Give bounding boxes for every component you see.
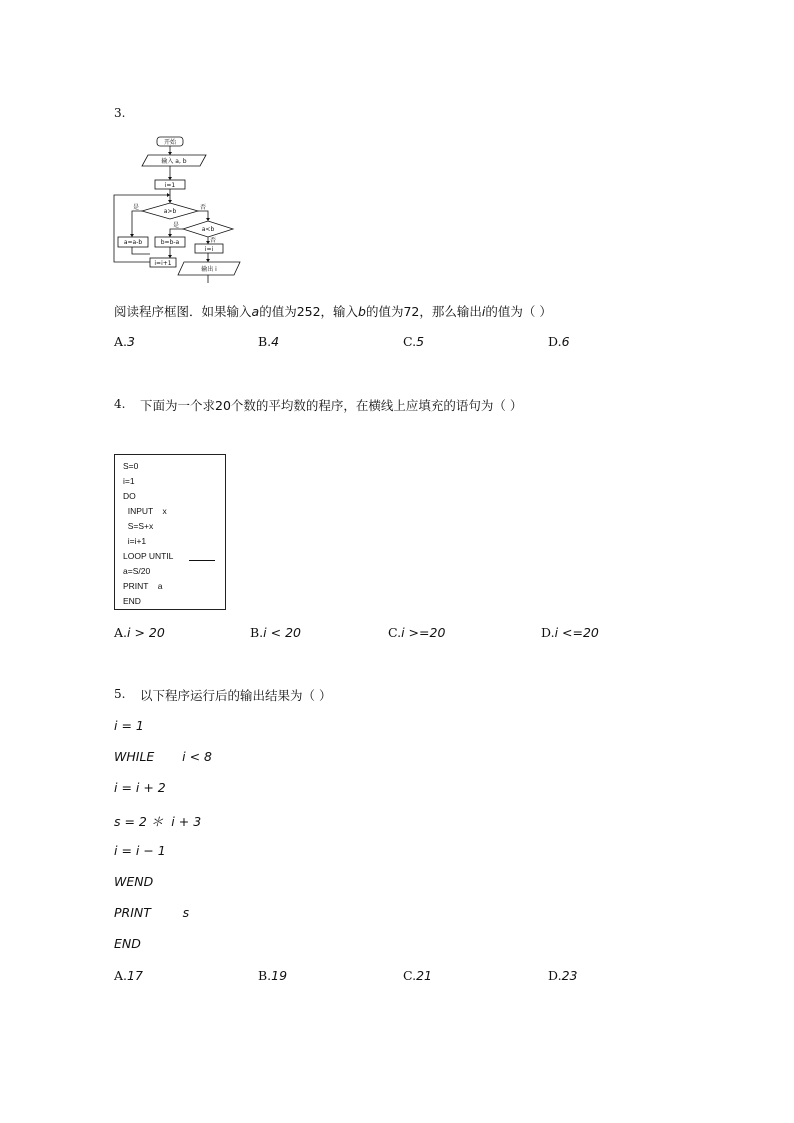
code-line: S=S+x [123,521,154,531]
q5-code-line: i = 1 [114,718,144,733]
fill-in-blank[interactable] [189,552,215,561]
flowchart-incr-label: i=i+1 [154,260,172,267]
question-4-number: 4. [114,397,126,411]
flowchart-cond2-label: a<b [201,226,215,233]
option-label: C. [388,625,402,640]
option-value: 21 [416,968,432,983]
code-line: i=1 [123,476,135,486]
option-value: i > 20 [127,625,165,640]
q3-var-b: b [358,304,366,319]
q5-code-line: WHILE i < 8 [114,749,212,764]
q3-text-part: 的值为72，那么输出 [365,304,482,319]
option-value: 17 [127,968,143,983]
q4-option-b[interactable] [250,625,301,640]
option-label: B. [258,334,272,349]
flowchart-cond1-no-label: 否 [199,204,207,211]
option-label: B. [258,968,272,983]
option-label: D. [541,625,555,640]
q3-text-part: 的值为252，输入 [259,304,359,319]
flowchart-cond1-label: a>b [163,208,177,215]
flowchart-cond1-yes-label: 是 [132,204,140,211]
code-line: END [123,596,141,606]
q3-option-d[interactable] [548,334,570,349]
flowchart-init-label: i=1 [164,182,176,189]
q3-option-c[interactable] [403,334,424,349]
q5-option-d[interactable] [548,968,577,983]
flowchart-cond2-no-label: 否 [209,237,217,244]
code-text: LOOP UNTIL [123,551,174,561]
option-value: i <=20 [554,625,599,640]
option-value: 4 [271,334,280,349]
option-label: D. [548,334,562,349]
option-value: 23 [561,968,578,983]
q5-option-a[interactable] [114,968,143,983]
option-label: A. [114,968,128,983]
q3-var-i: i [481,304,486,319]
q5-code-line: i = i − 1 [114,843,166,858]
question-3-number: 3. [114,106,126,120]
q5-option-c[interactable] [403,968,432,983]
code-line: i=i+1 [123,536,147,546]
q5-option-b[interactable] [258,968,287,983]
q3-option-a[interactable] [114,334,135,349]
option-value: i >=20 [401,625,446,640]
flowchart-set-i-label: i=i [204,246,214,253]
q4-option-a[interactable] [114,625,165,640]
q4-code-box [114,454,226,610]
q4-option-c[interactable] [388,625,445,640]
q4-option-d[interactable] [541,625,599,640]
option-label: A. [114,334,128,349]
option-value: 19 [271,968,288,983]
option-label: C. [403,334,417,349]
question-3-text [114,302,552,320]
option-label: B. [250,625,264,640]
option-value: 5 [416,334,425,349]
q5-code-line: i = i + 2 [114,780,166,795]
question-4-text: 下面为一个求20个数的平均数的程序，在横线上应填充的语句为（ ） [140,398,523,413]
q3-text-part: 的值为（ ） [485,304,552,319]
option-label: D. [548,968,562,983]
code-line: PRINT a [123,581,163,591]
flowchart-input-label: 输入 a, b [161,158,187,165]
option-value: i < 20 [263,625,301,640]
code-line: INPUT x [123,506,167,516]
q5-code-line: s = 2 ＊ i + 3 [114,814,202,829]
question-5-number: 5. [114,687,126,701]
flowchart-start-label: 开始 [163,139,177,146]
q5-code-line: PRINT s [114,905,190,920]
question-5-text: 以下程序运行后的输出结果为（ ） [140,688,332,703]
code-line: a=S/20 [123,566,151,576]
flowchart-output-label: 输出 i [201,266,217,273]
q3-var-a: a [251,304,260,319]
option-value: 6 [561,334,570,349]
flowchart-figure [112,133,254,285]
option-label: C. [403,968,417,983]
option-value: 3 [127,334,135,349]
q3-text-part: 阅读程序框图．如果输入 [114,304,252,319]
code-line: DO [123,491,136,501]
q5-code-line: END [114,936,141,951]
q3-option-b[interactable] [258,334,279,349]
code-line-loop-until [123,551,215,561]
option-label: A. [114,625,128,640]
code-line: S=0 [123,461,139,471]
flowchart-assign-a-label: a=a-b [123,239,143,246]
flowchart-cond2-yes-label: 是 [172,222,180,229]
q5-code-line: WEND [114,874,154,889]
flowchart-assign-b-label: b=b-a [160,239,180,246]
